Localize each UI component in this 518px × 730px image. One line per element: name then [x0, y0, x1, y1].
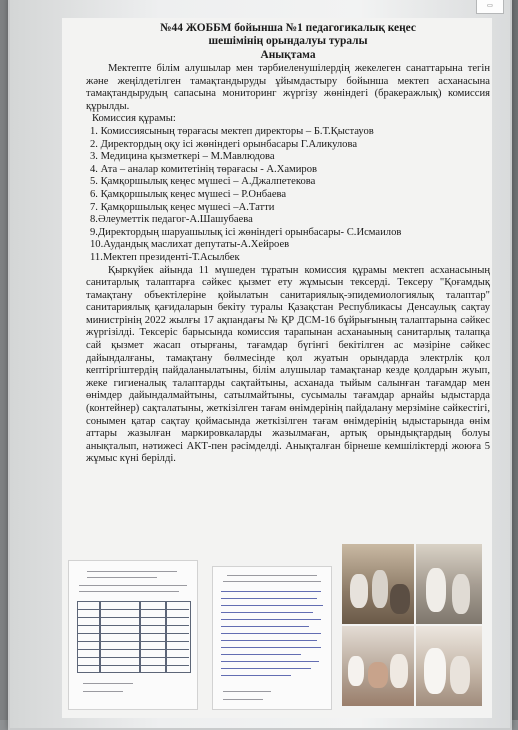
member-item: 5. Қамқоршылық кеңес мүшесі – А.Джалпетекова [90, 176, 316, 188]
document-text [86, 22, 490, 466]
commission-heading: Комиссия құрамы: [92, 113, 176, 125]
member-item: 11.Мектеп президенті-Т.Асылбек [90, 251, 240, 263]
member-item: 2. Директордың оқу ісі жөніндегі орынбасары Г.Аликулова [90, 138, 358, 150]
member-item: 9.Директордың шаруашылық ісі жөніндегі орынбасары- С.Исмаилов [90, 226, 402, 238]
member-item: 1. Комиссиясының төрағасы мектеп директоры – Б.Т.Қыстауов [90, 125, 374, 137]
member-item: 10.Аудандық маслихат депутаты-А.Хейроев [90, 239, 290, 251]
checklist-scan [68, 560, 198, 710]
document-subtitle: шешімінің орындалуы туралы [208, 35, 368, 47]
document-title: №44 ЖОББМ бойынша №1 педагогикалық кеңес [160, 22, 416, 34]
canteen-photo-3 [342, 626, 414, 706]
member-item: 7. Қамқоршылық кеңес мүшесі –А.Татти [90, 201, 275, 213]
kitchen-photo-1 [342, 544, 414, 624]
canteen-photo-4 [416, 626, 482, 706]
act-scan [212, 566, 332, 710]
intro-paragraph: Мектепте білім алушылар мен тәрбиеленушілердің жекелеген санаттарына тегін және жеңілдетілген тамақтандыруды ұйымдастыру бойынша мектеп асханасына тамақтандырудың сапасына мониторинг жүргізу жөніндегі (бракеражлық) комиссия құрылды. [86, 63, 490, 112]
member-item: 3. Медицина қызметкері – М.Мавлюдова [90, 151, 275, 163]
member-item: 4. Ата – аналар комитетінің төрағасы - А.Хамиров [90, 163, 318, 175]
member-item: 8.Әлеуметтік педагог-А.Шашубаева [90, 214, 253, 226]
document-heading: Анықтама [260, 49, 316, 61]
kitchen-photo-2 [416, 544, 482, 624]
body-paragraph: Қыркүйек айында 11 мүшеден тұратын комиссия құрамы мектеп асханасының санитарлық талаптарға сәйкес қызмет ету жұмысын тексерді. Тексеру "Қоғамдық тамақтану объектілеріне қойылатын санитариялық-эпидемиологиялық талаптар" санитариялық қағидаларын бекіту туралы Қазақстан Республикасы Денсаулық сақтау министрінің 2022 жылғы 17 ақпандағы № ҚР ДСМ-16 бұйрығының талаптарына сәйкес жүргізілді. Тексеріс барысында комиссия тарапынан асханаының санитарлық талапқа сай қызмет жасап отырғаны, тағамдар бүгінгі бекітілген ас мәзіріне сәйкес дайындалғаны, тамақтану бөлмесінде қол жуатын орындарда электрлік қол кептіргіштердің пайдаланылатыны, білім алушылар тамақтанар кезде қолдарын жуып, жеке гигиеналық талаптарды сақтайтыны, асханада тыйым салынған тағамдар мен өнімдер дайындалмайтыны, сатылмайтыны, сусымалы тағамдар арнайы ыдыстарда (контейнер) сақталатыны, жеткізілген тағам өнімдерінің пайдалану мерзіміне сәйкестігі, сонымен қатар сақтау қоймасында жеткізілген тағам өнімдерінің ыдыстарында өнім аттары жазылған маркировкаларды жазылмаған, артық орындықтардың болуы анықталып, нәтижесі АКТ-пен рәсімделді. Анықталған бірнеше кемшіліктерді жоюға 5 жұмыс күні берілді. [86, 264, 490, 465]
corner-label: ▭ [476, 0, 504, 14]
member-item: 6. Қамқоршылық кеңес мүшесі – Р.Онбаева [90, 188, 287, 200]
members-list [86, 126, 490, 265]
evidence-images [62, 552, 492, 712]
